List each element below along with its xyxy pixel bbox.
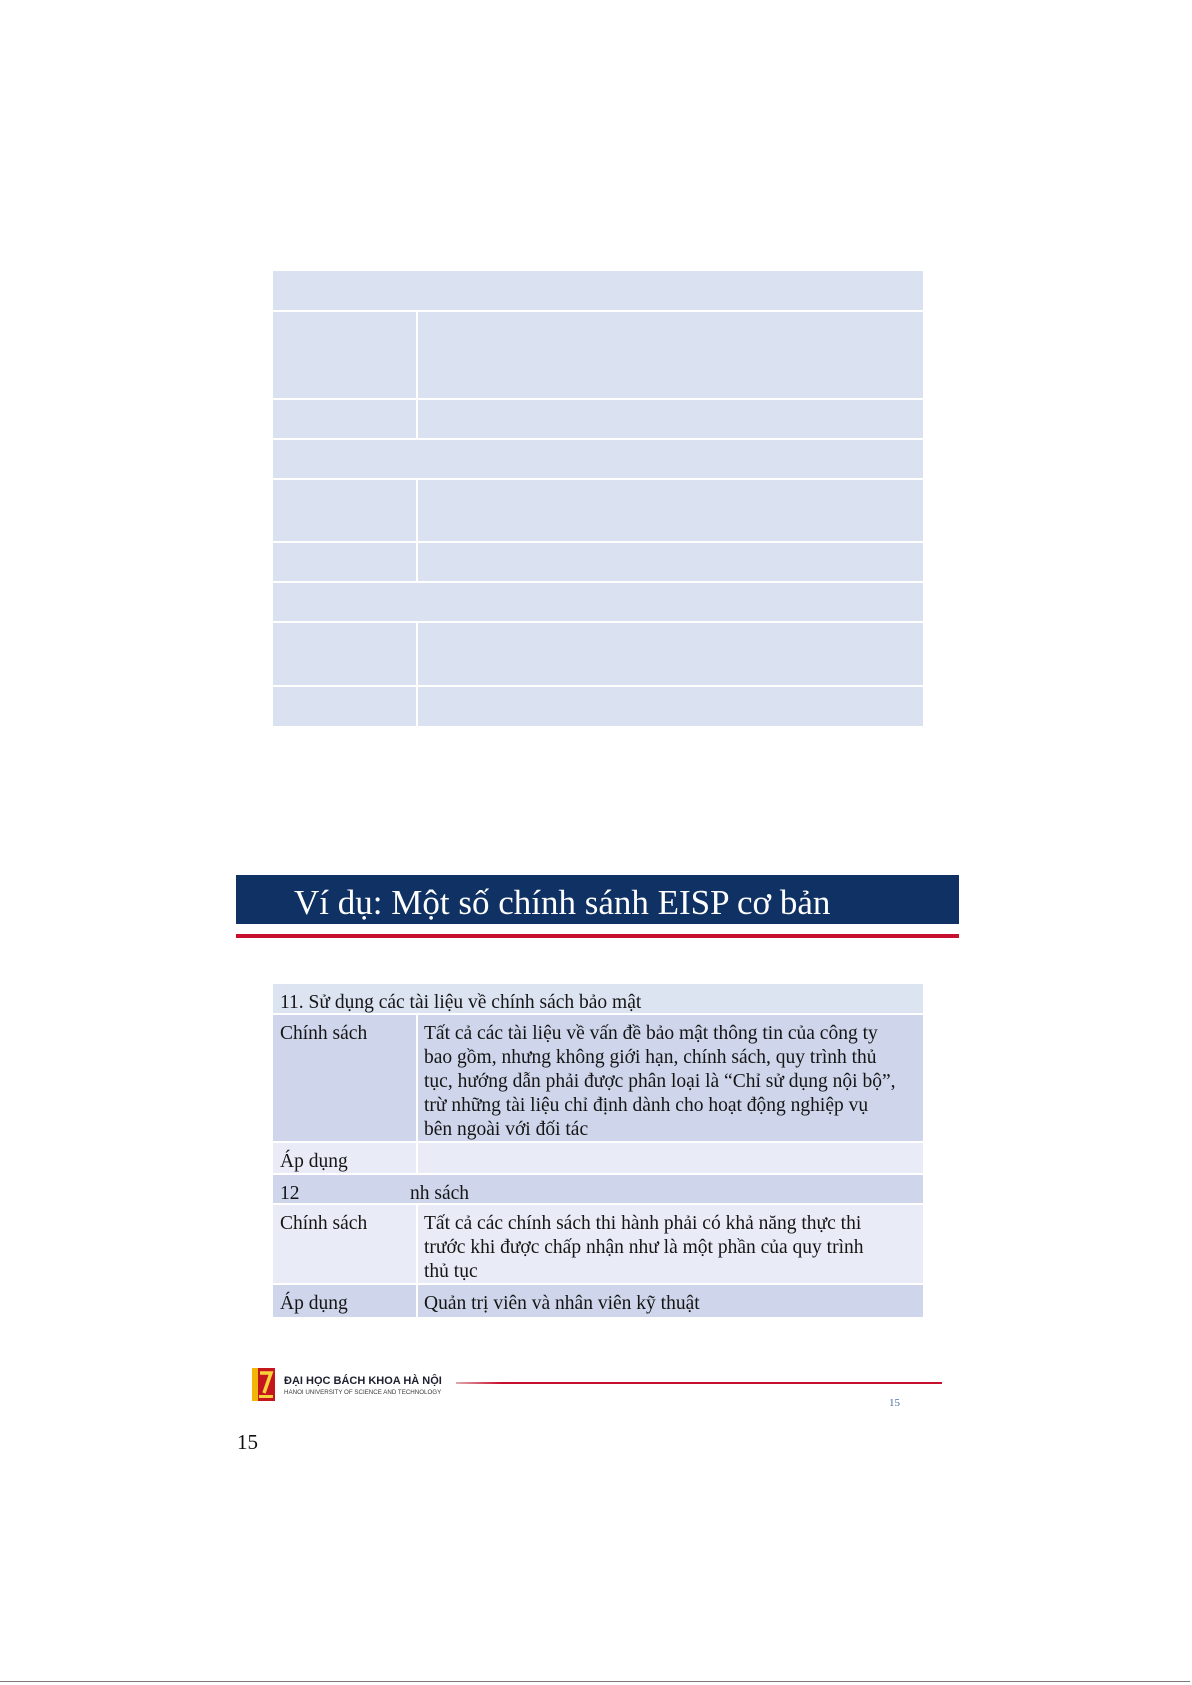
empty-table-cell (418, 687, 923, 726)
empty-table-cell (273, 583, 923, 621)
page-bottom-rule (0, 1681, 1190, 1682)
slide-title-bar (236, 875, 959, 924)
slide-number: 15 (889, 1397, 900, 1409)
empty-table-cell (418, 312, 923, 398)
slide-title: Ví dụ: Một số chính sánh EISP cơ bản (294, 883, 831, 922)
scope-label-cell (273, 1285, 416, 1317)
policy-label-cell (273, 1015, 416, 1141)
policy-text-line: tục, hướng dẫn phải được phân loại là “Chỉ sử dụng nội bộ”, (424, 1071, 896, 1092)
empty-table-cell (418, 623, 923, 685)
scope-label-cell (273, 1143, 416, 1173)
policy-table (273, 984, 923, 1317)
policy-text-line: Tất cả các chính sách thi hành phải có khả năng thực thi (424, 1213, 862, 1234)
empty-table-cell (273, 480, 416, 541)
empty-table-row (273, 583, 923, 623)
title-underline-rule (236, 934, 959, 938)
scope-value-cell (418, 1285, 923, 1317)
table-row (273, 1205, 923, 1285)
empty-table-cell (273, 312, 416, 398)
empty-table (273, 271, 923, 726)
section-11-heading: 11. Sử dụng các tài liệu về chính sách bảo mật (280, 992, 642, 1013)
empty-table-cell (418, 543, 923, 581)
footer-rule (456, 1382, 942, 1384)
policy-text-line: Tất cả các tài liệu về vấn đề bảo mật thông tin của công ty (424, 1023, 878, 1044)
scope-value: Quản trị viên và nhân viên kỹ thuật (424, 1293, 700, 1314)
empty-table-cell (273, 543, 416, 581)
scope-label: Áp dụng (280, 1151, 348, 1172)
table-row (273, 1015, 923, 1143)
policy-text-line: bao gồm, nhưng không giới hạn, chính sách, quy trình thủ (424, 1047, 877, 1068)
empty-table-row (273, 480, 923, 543)
policy-text-line: trừ những tài liệu chỉ định dành cho hoạt động nghiệp vụ (424, 1095, 869, 1116)
hust-logo-icon (252, 1368, 275, 1401)
section-12-heading-fragment: nh sách (410, 1183, 470, 1204)
empty-table-cell (418, 400, 923, 438)
section-12-number: 12 (280, 1183, 300, 1204)
empty-table-cell (273, 687, 416, 726)
empty-table-row (273, 400, 923, 440)
empty-table-cell (273, 623, 416, 685)
empty-table-row (273, 543, 923, 583)
section-12-heading-cell (273, 1175, 923, 1203)
policy-label: Chính sách (280, 1023, 368, 1044)
table-section-row (273, 984, 923, 1015)
empty-table-cell (273, 440, 923, 478)
table-section-row (273, 1175, 923, 1205)
policy-text-cell (418, 1205, 923, 1283)
policy-text-line: bên ngoài với đối tác (424, 1119, 589, 1140)
policy-label: Chính sách (280, 1213, 368, 1234)
empty-table-row (273, 271, 923, 312)
empty-table-row (273, 687, 923, 726)
empty-table-row (273, 623, 923, 687)
policy-text-line: trước khi được chấp nhận như là một phần của quy trình (424, 1237, 864, 1258)
policy-label-cell (273, 1205, 416, 1283)
empty-table-row (273, 312, 923, 400)
university-name-english: HANOI UNIVERSITY OF SCIENCE AND TECHNOLOGY (284, 1389, 442, 1396)
empty-table-cell (273, 271, 923, 310)
table-row (273, 1285, 923, 1317)
empty-table-row (273, 440, 923, 480)
scope-value-cell (418, 1143, 923, 1173)
policy-text-cell (418, 1015, 923, 1141)
empty-table-cell (418, 480, 923, 541)
table-row (273, 1143, 923, 1175)
policy-text-line: thủ tục (424, 1261, 478, 1282)
page-number: 15 (237, 1430, 258, 1454)
university-name: ĐẠI HỌC BÁCH KHOA HÀ NỘI (284, 1375, 442, 1387)
scope-label: Áp dụng (280, 1293, 348, 1314)
section-11-heading-cell (273, 984, 923, 1013)
empty-table-cell (273, 400, 416, 438)
